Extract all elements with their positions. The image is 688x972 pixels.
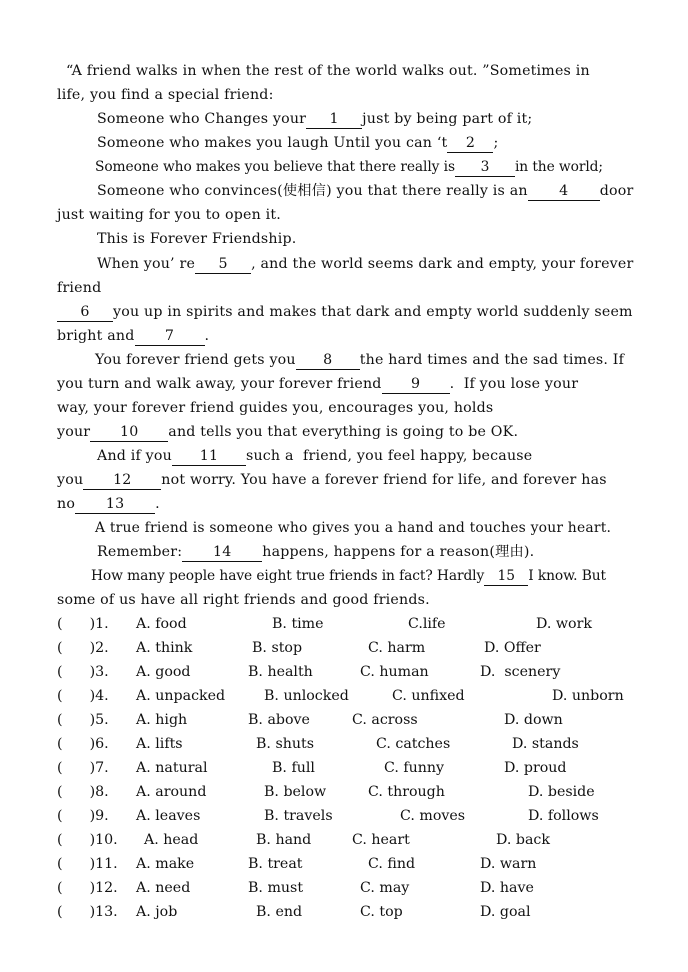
option-d: D. stands [512,736,579,752]
blank-13: 13 [75,495,155,514]
passage-line: life, you find a special friend: [57,87,274,103]
option-d: D. have [480,880,534,896]
option-d: D. warn [480,856,537,872]
question-number: ( )1. [57,616,109,632]
passage-line: way, your forever friend guides you, encourages you, holds [57,400,494,416]
option-d: D. beside [528,784,595,800]
option-a: A. unpacked [136,688,226,704]
option-c: C. heart [352,832,410,848]
option-d: D. back [496,832,550,848]
option-c: C. may [360,880,410,896]
passage-line: Someone who Changes your 1 just by being part of it; [97,111,533,127]
question-number: ( )6. [57,736,109,752]
passage-line: Someone who makes you laugh Until you can ‘t 2 ; [97,135,499,151]
passage-line: A true friend is someone who gives you a hand and touches your heart. [95,520,612,536]
option-d: D. follows [528,808,599,824]
blank-4: 4 [528,182,600,201]
option-a: A. job [136,904,178,920]
option-c: C. top [360,904,403,920]
question-number: ( )5. [57,712,109,728]
passage-line: bright and 7 . [57,328,210,344]
passage-line: Someone who convinces(使相信) you that there really is an 4 door [97,183,634,199]
option-a: A. good [136,664,191,680]
passage-line: some of us have all right friends and good friends. [57,592,430,608]
option-c: C. harm [368,640,426,656]
option-c: C. catches [376,736,451,752]
question-number: ( )7. [57,760,109,776]
blank-14: 14 [182,543,262,562]
option-b: B. end [256,904,303,920]
option-d: D. unborn [552,688,624,704]
option-d: D. proud [504,760,567,776]
question-number: ( )2. [57,640,109,656]
blank-5: 5 [195,255,251,274]
option-a: A. need [136,880,191,896]
option-b: B. shuts [256,736,314,752]
question-number: ( )10. [57,832,118,848]
passage-line: This is Forever Friendship. [97,231,297,247]
option-c: C. across [352,712,418,728]
option-b: B. below [264,784,327,800]
option-a: A. around [136,784,207,800]
passage-line: You forever friend gets you 8 the hard times and the sad times. If [95,352,625,368]
blank-3: 3 [455,158,515,177]
option-a: A. food [136,616,187,632]
passage-line: you turn and walk away, your forever friend 9 . If you lose your [57,376,579,392]
option-d: D. scenery [480,664,561,680]
passage-line: 6 you up in spirits and makes that dark and empty world suddenly seem [57,301,633,323]
passage-line: just waiting for you to open it. [57,207,281,223]
option-b: B. treat [248,856,303,872]
blank-12: 12 [83,471,161,490]
option-a: A. head [144,832,199,848]
passage-line: friend [57,280,102,296]
option-a: A. leaves [136,808,201,824]
option-a: A. natural [136,760,208,776]
question-number: ( )11. [57,856,118,872]
question-number: ( )8. [57,784,109,800]
question-number: ( )9. [57,808,109,824]
option-b: B. hand [256,832,312,848]
question-number: ( )12. [57,880,118,896]
blank-15: 15 [484,567,528,586]
passage-line: And if you 11 such a friend, you feel happy, because [97,448,533,464]
blank-9: 9 [382,375,450,394]
passage-line: you 12 not worry. You have a forever friend for life, and forever has [57,472,607,488]
blank-6: 6 [57,303,113,322]
question-number: ( )4. [57,688,109,704]
option-a: A. lifts [136,736,183,752]
option-d: D. down [504,712,563,728]
option-d: D. goal [480,904,531,920]
passage-line: “A friend walks in when the rest of the world walks out. ”Sometimes in [66,63,590,79]
option-b: B. health [248,664,313,680]
passage-line: your 10 and tells you that everything is going to be OK. [57,424,519,440]
option-b: B. must [248,880,304,896]
option-b: B. travels [264,808,333,824]
passage-line: Remember: 14 happens, happens for a reason(理由). [97,544,535,560]
option-d: D. Offer [484,640,541,656]
passage-line: How many people have eight true friends in fact? Hardly 15 I know. But [91,568,607,584]
option-c: C. unfixed [392,688,465,704]
passage-line: no 13 . [57,496,160,512]
option-a: A. make [136,856,195,872]
passage-line: When you’ re 5 , and the world seems dark and empty, your forever [97,256,634,272]
option-c: C.life [408,616,446,632]
question-number: ( )13. [57,904,118,920]
blank-11: 11 [172,447,246,466]
blank-7: 7 [135,327,205,346]
blank-10: 10 [90,423,168,442]
option-b: B. full [272,760,315,776]
blank-2: 2 [447,134,493,153]
option-c: C. human [360,664,429,680]
option-c: C. through [368,784,445,800]
question-number: ( )3. [57,664,109,680]
option-b: B. unlocked [264,688,349,704]
passage-line: Someone who makes you believe that there really is 3 in the world; [95,159,603,175]
option-c: C. find [368,856,416,872]
option-c: C. funny [384,760,445,776]
option-b: B. stop [252,640,303,656]
option-b: B. time [272,616,324,632]
option-c: C. moves [400,808,466,824]
option-a: A. think [136,640,193,656]
blank-8: 8 [296,351,360,370]
option-b: B. above [248,712,310,728]
option-d: D. work [536,616,592,632]
blank-1: 1 [306,110,362,129]
option-a: A. high [136,712,188,728]
